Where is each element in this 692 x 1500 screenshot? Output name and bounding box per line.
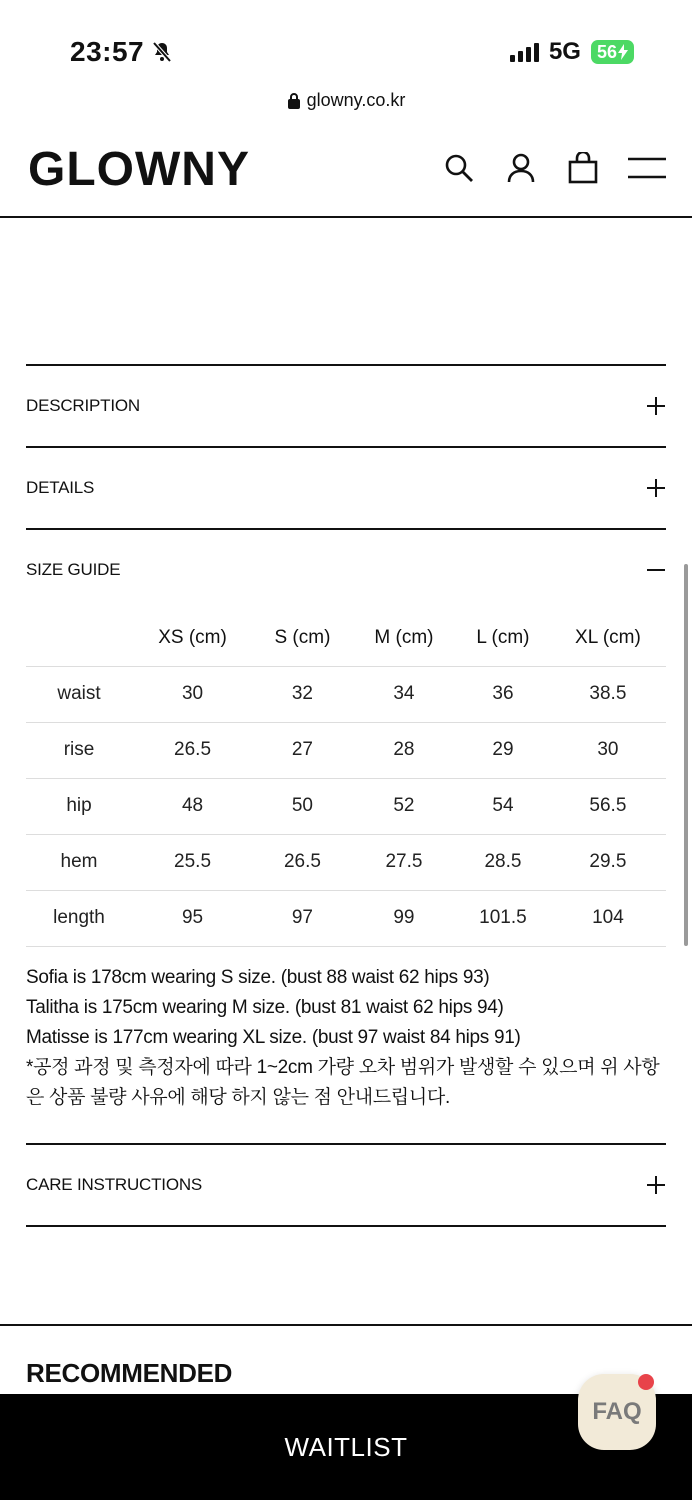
- bag-icon[interactable]: [566, 150, 600, 186]
- accordion-description: [26, 364, 666, 446]
- accordion-care-instructions: [26, 1143, 666, 1225]
- model-note: Sofia is 178cm wearing S size. (bust 88 waist 62 hips 93): [26, 966, 490, 988]
- table-cell: waist: [26, 666, 132, 722]
- table-header-cell: S (cm): [253, 610, 352, 666]
- recommended-title: RECOMMENDED: [26, 1358, 233, 1388]
- details-title: DETAILS: [26, 478, 95, 497]
- model-note: Talitha is 175cm wearing M size. (bust 81 waist 62 hips 94): [26, 996, 504, 1018]
- address-bar[interactable]: [0, 90, 692, 111]
- signal-icon: [510, 42, 539, 62]
- plus-icon: [646, 1175, 666, 1195]
- table-cell: 56.5: [550, 778, 666, 834]
- notification-dot: [638, 1374, 654, 1390]
- url-text: glowny.co.kr: [306, 90, 406, 110]
- table-cell: 52: [352, 778, 456, 834]
- faq-button[interactable]: [578, 1374, 656, 1450]
- product-info-accordion: [26, 364, 666, 1227]
- battery-level: 56: [596, 41, 617, 62]
- table-cell: 34: [352, 666, 456, 722]
- table-cell: 97: [253, 890, 352, 946]
- description-toggle[interactable]: [26, 366, 666, 446]
- table-cell: 54: [456, 778, 550, 834]
- table-cell: 101.5: [456, 890, 550, 946]
- plus-icon: [646, 478, 666, 498]
- table-cell: 30: [132, 666, 253, 722]
- table-cell: 26.5: [132, 722, 253, 778]
- care-instructions-title: CARE INSTRUCTIONS: [26, 1174, 203, 1194]
- table-cell: 32: [253, 666, 352, 722]
- table-cell: 28: [352, 722, 456, 778]
- table-header-cell: XS (cm): [132, 610, 253, 666]
- table-row: [26, 890, 666, 946]
- table-cell: 99: [352, 890, 456, 946]
- size-table: [26, 610, 666, 947]
- table-cell: length: [26, 890, 132, 946]
- table-cell: 48: [132, 778, 253, 834]
- table-header-row: [26, 610, 666, 666]
- care-instructions-toggle[interactable]: [26, 1145, 666, 1225]
- menu-icon[interactable]: [628, 150, 666, 186]
- details-toggle[interactable]: [26, 448, 666, 528]
- table-row: [26, 666, 666, 722]
- table-header-cell: XL (cm): [550, 610, 666, 666]
- size-guide-title: SIZE GUIDE: [26, 560, 121, 579]
- table-cell: hem: [26, 834, 132, 890]
- table-cell: 104: [550, 890, 666, 946]
- table-row: [26, 778, 666, 834]
- table-cell: 25.5: [132, 834, 253, 890]
- status-indicators: [510, 38, 634, 66]
- charging-bolt-icon: [618, 44, 628, 60]
- table-cell: 38.5: [550, 666, 666, 722]
- header-icons: [442, 150, 666, 186]
- table-cell: hip: [26, 778, 132, 834]
- table-cell: 29: [456, 722, 550, 778]
- lock-icon: [287, 92, 301, 109]
- table-cell: 30: [550, 722, 666, 778]
- table-header-cell: L (cm): [456, 610, 550, 666]
- table-cell: 27: [253, 722, 352, 778]
- table-header-cell: M (cm): [352, 610, 456, 666]
- table-header-cell: [26, 610, 132, 666]
- battery-icon: [591, 40, 634, 64]
- faq-label: FAQ: [592, 1398, 642, 1425]
- size-guide-toggle[interactable]: [26, 530, 666, 610]
- table-cell: 26.5: [253, 834, 352, 890]
- scrollbar[interactable]: [684, 564, 688, 946]
- site-header: [0, 130, 692, 218]
- plus-icon: [646, 396, 666, 416]
- search-icon[interactable]: [442, 150, 476, 186]
- clock-text: 23:57: [70, 36, 145, 67]
- minus-icon: [646, 560, 666, 580]
- bell-muted-icon: [150, 40, 174, 64]
- measurement-disclaimer: *공정 과정 및 측정자에 따라 1~2cm 가량 오차 범위가 발생할 수 있으며 위 사항은 상품 불량 사유에 해당 하지 않는 점 안내드립니다.: [26, 1056, 660, 1108]
- table-row: [26, 834, 666, 890]
- table-cell: 50: [253, 778, 352, 834]
- table-cell: 29.5: [550, 834, 666, 890]
- table-cell: 28.5: [456, 834, 550, 890]
- status-bar: [0, 0, 692, 80]
- user-icon[interactable]: [504, 150, 538, 186]
- waitlist-button[interactable]: WAITLIST: [0, 1394, 692, 1500]
- site-logo[interactable]: GLOWNY: [28, 143, 250, 196]
- table-cell: 95: [132, 890, 253, 946]
- size-notes: [26, 963, 666, 1113]
- table-cell: rise: [26, 722, 132, 778]
- section-divider: [0, 1324, 692, 1326]
- accordion-bottom-divider: [26, 1225, 666, 1227]
- description-title: DESCRIPTION: [26, 396, 140, 415]
- table-cell: 36: [456, 666, 550, 722]
- network-type: 5G: [548, 38, 581, 65]
- table-row: [26, 722, 666, 778]
- table-cell: 27.5: [352, 834, 456, 890]
- accordion-size-guide: [26, 528, 666, 1113]
- accordion-details: [26, 446, 666, 528]
- model-note: Matisse is 177cm wearing XL size. (bust 97 waist 84 hips 91): [26, 1026, 521, 1048]
- status-time: [70, 36, 174, 68]
